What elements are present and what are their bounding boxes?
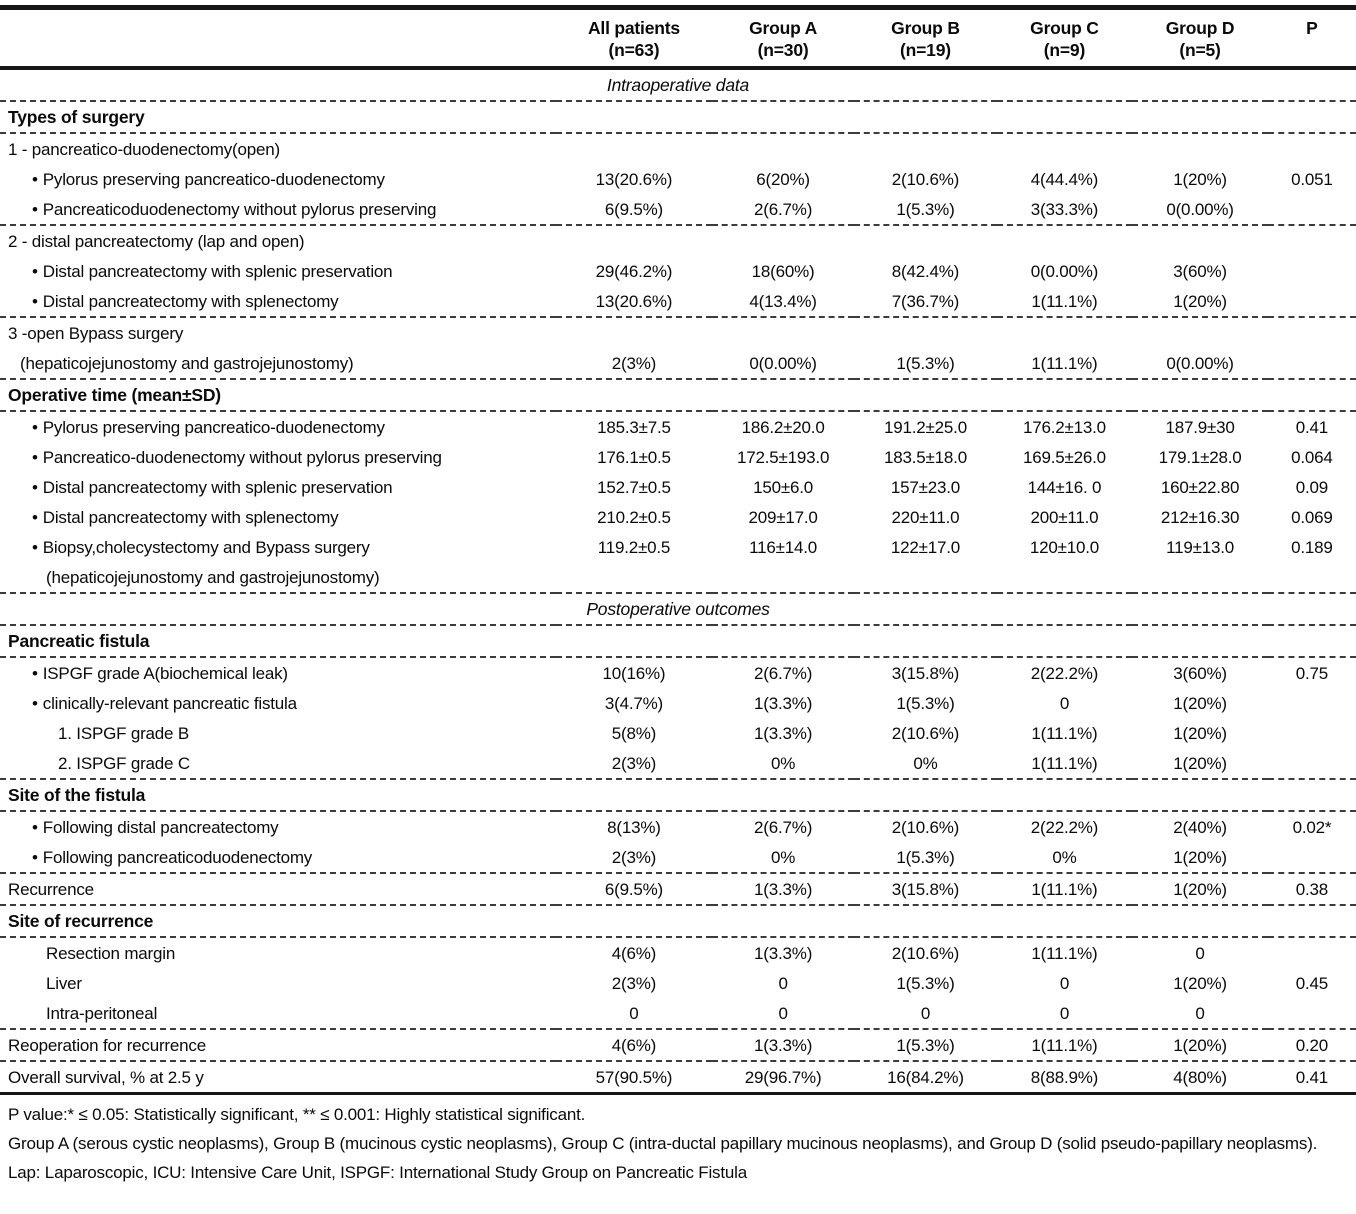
cell-value: 1(11.1%) bbox=[1031, 944, 1098, 963]
cell-value: 0% bbox=[712, 748, 854, 779]
cell-value: 0.20 bbox=[1268, 1029, 1356, 1061]
row-label: • Distal pancreatectomy with splenectomy bbox=[32, 508, 339, 527]
cell-value: 2(22.2%) bbox=[1030, 664, 1099, 683]
cell-value: 0.41 bbox=[1295, 418, 1329, 437]
cell-value: 185.3±7.5 bbox=[597, 418, 671, 437]
cell-value: 150±6.0 bbox=[753, 478, 814, 497]
table-row bbox=[0, 164, 1356, 194]
cell-value: 2(6.7%) bbox=[712, 194, 854, 225]
cell-value bbox=[556, 225, 712, 256]
cell-value: 176.1±0.5 bbox=[597, 448, 671, 467]
cell-value: 0.051 bbox=[1291, 170, 1333, 189]
cell-value: 144±16. 0 bbox=[1027, 478, 1102, 497]
cell-value: 1(11.1%) bbox=[997, 748, 1133, 779]
cell-value: 1(3.3%) bbox=[754, 944, 813, 963]
column-header bbox=[556, 8, 712, 69]
cell-value: 210.2±0.5 bbox=[597, 508, 671, 527]
cell-value bbox=[1268, 256, 1356, 286]
table-row bbox=[0, 811, 1356, 842]
cell-value: 0(0.00%) bbox=[1030, 262, 1099, 281]
column-header-line2: (n=30) bbox=[757, 40, 809, 60]
table-row bbox=[0, 133, 1356, 164]
phase-label-row bbox=[0, 593, 1356, 625]
cell-value bbox=[1268, 133, 1356, 164]
cell-value bbox=[1268, 317, 1356, 348]
row-label: • clinically-relevant pancreatic fistula bbox=[32, 694, 297, 713]
cell-value: 0.41 bbox=[1268, 1061, 1356, 1094]
row-label: • Distal pancreatectomy with splenectomy bbox=[0, 286, 556, 317]
table-row bbox=[0, 688, 1356, 718]
cell-value: 0 bbox=[712, 998, 854, 1029]
cell-value: 1(20%) bbox=[1132, 1029, 1268, 1061]
row-label: • Pancreaticoduodenectomy without pylorus preserving bbox=[0, 194, 556, 225]
cell-value: 1(11.1%) bbox=[997, 286, 1133, 317]
cell-value bbox=[854, 225, 996, 256]
column-header-line2: (n=19) bbox=[900, 40, 951, 60]
cell-value: 0(0.00%) bbox=[1132, 194, 1268, 225]
table-row bbox=[0, 968, 1356, 998]
cell-value: 1(20%) bbox=[1132, 286, 1268, 317]
footnote: P value:* ≤ 0.05: Statistically significant, ** ≤ 0.001: Highly statistical significant. bbox=[8, 1105, 586, 1124]
cell-value: 1(11.1%) bbox=[997, 348, 1133, 379]
row-label: • Distal pancreatectomy with splenic preservation bbox=[32, 262, 393, 281]
table-row bbox=[0, 873, 1356, 905]
row-label: Reoperation for recurrence bbox=[0, 1029, 556, 1061]
cell-value: 176.2±13.0 bbox=[1022, 418, 1106, 437]
column-header bbox=[712, 8, 854, 69]
cell-value: 29(96.7%) bbox=[712, 1061, 854, 1094]
cell-value: 2(3%) bbox=[556, 842, 712, 873]
cell-value: 29(46.2%) bbox=[595, 262, 673, 281]
row-label: Overall survival, % at 2.5 y bbox=[0, 1061, 556, 1094]
cell-value: 0.45 bbox=[1295, 974, 1329, 993]
cell-value bbox=[854, 133, 996, 164]
cell-value: 1(5.3%) bbox=[896, 974, 955, 993]
column-header-line2: (n=9) bbox=[1043, 40, 1086, 60]
row-label: 2 - distal pancreatectomy (lap and open) bbox=[8, 232, 305, 251]
cell-value: 3(4.7%) bbox=[604, 694, 663, 713]
cell-value: 0 bbox=[1059, 974, 1070, 993]
cell-value bbox=[1132, 225, 1268, 256]
column-header bbox=[997, 8, 1133, 69]
cell-value bbox=[1268, 286, 1356, 317]
cell-value: 3(60%) bbox=[1173, 664, 1227, 683]
cell-value: 1(5.3%) bbox=[854, 1029, 996, 1061]
row-label: • Biopsy,cholecystectomy and Bypass surgery bbox=[32, 538, 370, 557]
column-header-line1: Group B bbox=[891, 18, 960, 38]
cell-value bbox=[712, 133, 854, 164]
cell-value: 1(5.3%) bbox=[854, 348, 996, 379]
row-label: Intra-peritoneal bbox=[0, 998, 556, 1029]
cell-value: 6(9.5%) bbox=[556, 194, 712, 225]
cell-value bbox=[1268, 718, 1356, 748]
cell-value: 0.09 bbox=[1295, 478, 1329, 497]
cell-value: 0.189 bbox=[1291, 538, 1333, 557]
table-row bbox=[0, 348, 1356, 379]
cell-value: 0.064 bbox=[1291, 448, 1333, 467]
cell-value bbox=[712, 225, 854, 256]
row-label: • Following distal pancreatectomy bbox=[32, 818, 279, 837]
section-title: Pancreatic fistula bbox=[0, 625, 1356, 657]
bullet-icon: • bbox=[32, 478, 38, 497]
row-label: (hepaticojejunostomy and gastrojejunostomy) bbox=[0, 562, 556, 593]
cell-value: 57(90.5%) bbox=[556, 1061, 712, 1094]
cell-value: 0 bbox=[997, 998, 1133, 1029]
section-header-row bbox=[0, 379, 1356, 411]
cell-value: 2(10.6%) bbox=[891, 170, 960, 189]
cell-value: 8(13%) bbox=[607, 818, 661, 837]
cell-value: 2(6.7%) bbox=[754, 664, 813, 683]
cell-value: 1(11.1%) bbox=[997, 873, 1133, 905]
table-row bbox=[0, 472, 1356, 502]
bullet-icon: • bbox=[32, 262, 38, 281]
row-label: • Pancreatico-duodenectomy without pylorus preserving bbox=[32, 448, 442, 467]
table-row bbox=[0, 442, 1356, 472]
cell-value: 2(6.7%) bbox=[754, 818, 813, 837]
cell-value bbox=[556, 133, 712, 164]
cell-value: 120±10.0 bbox=[1029, 538, 1100, 557]
bullet-icon: • bbox=[32, 292, 38, 311]
cell-value bbox=[997, 225, 1133, 256]
column-header bbox=[1268, 8, 1356, 69]
bullet-icon: • bbox=[32, 694, 38, 713]
table-header-row bbox=[0, 8, 1356, 69]
row-label: • Pylorus preserving pancreatico-duodenectomy bbox=[32, 418, 385, 437]
cell-value: 7(36.7%) bbox=[854, 286, 996, 317]
table-row bbox=[0, 317, 1356, 348]
phase-label: Intraoperative data bbox=[0, 68, 1356, 101]
row-label: 1 - pancreatico-duodenectomy(open) bbox=[8, 140, 280, 159]
column-header-line1: Group A bbox=[749, 18, 818, 38]
cell-value: 16(84.2%) bbox=[854, 1061, 996, 1094]
bullet-icon: • bbox=[32, 664, 38, 683]
cell-value: 1(3.3%) bbox=[712, 873, 854, 905]
cell-value: 183.5±18.0 bbox=[883, 448, 967, 467]
cell-value: 0% bbox=[712, 842, 854, 873]
outcomes-table bbox=[0, 5, 1356, 1095]
cell-value: 2(40%) bbox=[1173, 818, 1227, 837]
table-row bbox=[0, 194, 1356, 225]
column-header-line1: Group C bbox=[1030, 18, 1099, 38]
column-header bbox=[854, 8, 996, 69]
phase-label: Postoperative outcomes bbox=[0, 593, 1356, 625]
cell-value: 172.5±193.0 bbox=[736, 448, 830, 467]
bullet-icon: • bbox=[32, 508, 38, 527]
table-row bbox=[0, 532, 1356, 562]
section-header-row bbox=[0, 625, 1356, 657]
cell-value: 0.069 bbox=[1291, 508, 1333, 527]
row-label: • Following pancreaticoduodenectomy bbox=[0, 842, 556, 873]
cell-value bbox=[1268, 194, 1356, 225]
cell-value: 1(3.3%) bbox=[754, 694, 813, 713]
row-label: Liver bbox=[46, 974, 82, 993]
cell-value: 4(80%) bbox=[1132, 1061, 1268, 1094]
cell-value bbox=[1268, 348, 1356, 379]
cell-value: 1(3.3%) bbox=[712, 1029, 854, 1061]
cell-value: 8(42.4%) bbox=[891, 262, 960, 281]
table-header bbox=[0, 8, 1356, 69]
cell-value bbox=[997, 562, 1133, 593]
column-header-line1: P bbox=[1306, 18, 1318, 38]
cell-value: 13(20.6%) bbox=[595, 170, 673, 189]
cell-value: 200±11.0 bbox=[1030, 508, 1099, 527]
cell-value bbox=[1132, 317, 1268, 348]
footnote: Group A (serous cystic neoplasms), Group B (mucinous cystic neoplasms), Group C (intra-ductal papillary mucinous neoplasms), and Group D (solid pseudo-papillary neoplasms). bbox=[8, 1134, 1318, 1153]
row-label: • ISPGF grade A(biochemical leak) bbox=[32, 664, 288, 683]
table-row bbox=[0, 1061, 1356, 1094]
cell-value: 10(16%) bbox=[602, 664, 666, 683]
cell-value: 1(3.3%) bbox=[754, 724, 813, 743]
cell-value bbox=[1268, 937, 1356, 968]
cell-value: 0% bbox=[997, 842, 1133, 873]
cell-value: 0.38 bbox=[1268, 873, 1356, 905]
cell-value bbox=[1268, 225, 1356, 256]
cell-value: 122±17.0 bbox=[890, 538, 961, 557]
cell-value bbox=[556, 317, 712, 348]
table-row bbox=[0, 718, 1356, 748]
header-label-cell bbox=[0, 8, 556, 69]
cell-value: 119±13.0 bbox=[1166, 538, 1234, 557]
cell-value: 0 bbox=[1132, 998, 1268, 1029]
cell-value: 1(20%) bbox=[1132, 748, 1268, 779]
column-header bbox=[1132, 8, 1268, 69]
row-label: 1. ISPGF grade B bbox=[58, 724, 189, 743]
bullet-icon: • bbox=[32, 448, 38, 467]
table-row bbox=[0, 411, 1356, 442]
cell-value: 1(20%) bbox=[1132, 842, 1268, 873]
bullet-icon: • bbox=[32, 848, 38, 867]
section-title: Operative time (mean±SD) bbox=[0, 379, 1356, 411]
cell-value: 4(13.4%) bbox=[712, 286, 854, 317]
cell-value: 4(6%) bbox=[556, 1029, 712, 1061]
row-label: (hepaticojejunostomy and gastrojejunostomy) bbox=[0, 348, 556, 379]
cell-value: 0(0.00%) bbox=[712, 348, 854, 379]
cell-value: 212±16.30 bbox=[1160, 508, 1240, 527]
column-header-line1: All patients bbox=[587, 18, 680, 38]
footnote: Lap: Laparoscopic, ICU: Intensive Care Unit, ISPGF: International Study Group on Pancreatic Fistula bbox=[8, 1163, 747, 1182]
cell-value bbox=[712, 317, 854, 348]
bullet-icon: • bbox=[32, 418, 38, 437]
cell-value: 1(5.3%) bbox=[854, 194, 996, 225]
cell-value: 6(9.5%) bbox=[556, 873, 712, 905]
row-label: Resection margin bbox=[46, 944, 176, 963]
cell-value: 1(11.1%) bbox=[997, 1029, 1133, 1061]
cell-value: 220±11.0 bbox=[891, 508, 960, 527]
cell-value: 18(60%) bbox=[751, 262, 815, 281]
table-body bbox=[0, 68, 1356, 1094]
bullet-icon: • bbox=[32, 818, 38, 837]
cell-value: 2(10.6%) bbox=[891, 944, 960, 963]
cell-value bbox=[1268, 562, 1356, 593]
cell-value: 4(6%) bbox=[611, 944, 657, 963]
cell-value: 179.1±28.0 bbox=[1158, 448, 1242, 467]
cell-value: 0 bbox=[778, 974, 788, 993]
row-label: Recurrence bbox=[0, 873, 556, 905]
cell-value: 2(3%) bbox=[556, 748, 712, 779]
cell-value: 6(20%) bbox=[756, 170, 810, 189]
bullet-icon: • bbox=[32, 200, 38, 219]
cell-value bbox=[854, 317, 996, 348]
table-row bbox=[0, 562, 1356, 593]
section-title: Site of the fistula bbox=[0, 779, 1356, 811]
cell-value: 2(10.6%) bbox=[891, 818, 960, 837]
table-row bbox=[0, 657, 1356, 688]
cell-value: 2(22.2%) bbox=[1030, 818, 1099, 837]
cell-value: 0(0.00%) bbox=[1132, 348, 1268, 379]
table-row bbox=[0, 748, 1356, 779]
section-header-row bbox=[0, 905, 1356, 937]
cell-value: 0.75 bbox=[1295, 664, 1329, 683]
cell-value: 1(20%) bbox=[1173, 974, 1227, 993]
table-row bbox=[0, 256, 1356, 286]
cell-value: 169.5±26.0 bbox=[1022, 448, 1106, 467]
cell-value bbox=[997, 133, 1133, 164]
cell-value bbox=[556, 562, 712, 593]
column-header-line1: Group D bbox=[1165, 18, 1235, 38]
cell-value: 2(3%) bbox=[556, 348, 712, 379]
cell-value: 2(3%) bbox=[611, 974, 657, 993]
cell-value: 4(44.4%) bbox=[1030, 170, 1099, 189]
table-row bbox=[0, 1029, 1356, 1061]
cell-value bbox=[1268, 842, 1356, 873]
cell-value: 187.9±30 bbox=[1165, 418, 1235, 437]
row-label: • Pylorus preserving pancreatico-duodenectomy bbox=[32, 170, 385, 189]
cell-value: 2(10.6%) bbox=[891, 724, 960, 743]
cell-value: 0% bbox=[854, 748, 996, 779]
cell-value: 209±17.0 bbox=[748, 508, 818, 527]
cell-value: 0 bbox=[854, 998, 996, 1029]
cell-value: 191.2±25.0 bbox=[883, 418, 967, 437]
section-title: Site of recurrence bbox=[0, 905, 1356, 937]
cell-value: 1(20%) bbox=[1132, 873, 1268, 905]
cell-value: 0 bbox=[1195, 944, 1205, 963]
cell-value bbox=[1268, 748, 1356, 779]
cell-value: 0 bbox=[1059, 694, 1070, 713]
cell-value: 8(88.9%) bbox=[997, 1061, 1133, 1094]
cell-value: 13(20.6%) bbox=[556, 286, 712, 317]
cell-value: 3(33.3%) bbox=[997, 194, 1133, 225]
cell-value bbox=[1268, 688, 1356, 718]
cell-value: 1(5.3%) bbox=[896, 694, 955, 713]
table-row bbox=[0, 937, 1356, 968]
cell-value bbox=[1132, 562, 1268, 593]
cell-value: 0.02* bbox=[1292, 818, 1332, 837]
column-header-line2: (n=63) bbox=[608, 40, 660, 60]
cell-value: 1(11.1%) bbox=[1031, 724, 1098, 743]
table-row bbox=[0, 225, 1356, 256]
row-label: 3 -open Bypass surgery bbox=[8, 324, 184, 343]
cell-value: 3(15.8%) bbox=[854, 873, 996, 905]
table-footnotes bbox=[0, 1095, 1356, 1199]
cell-value: 0 bbox=[556, 998, 712, 1029]
cell-value: 3(15.8%) bbox=[891, 664, 960, 683]
cell-value: 152.7±0.5 bbox=[597, 478, 671, 497]
bullet-icon: • bbox=[32, 170, 38, 189]
cell-value: 1(20%) bbox=[1173, 170, 1227, 189]
table-row bbox=[0, 842, 1356, 873]
cell-value bbox=[854, 562, 996, 593]
section-title: Types of surgery bbox=[0, 101, 1356, 133]
cell-value: 1(20%) bbox=[1173, 694, 1227, 713]
row-label: • Distal pancreatectomy with splenic preservation bbox=[32, 478, 393, 497]
cell-value: 3(60%) bbox=[1173, 262, 1227, 281]
cell-value: 186.2±20.0 bbox=[741, 418, 825, 437]
cell-value: 5(8%) bbox=[611, 724, 657, 743]
cell-value bbox=[1268, 998, 1356, 1029]
cell-value: 157±23.0 bbox=[890, 478, 961, 497]
row-label: 2. ISPGF grade C bbox=[0, 748, 556, 779]
table-row bbox=[0, 502, 1356, 532]
column-header-line2: (n=5) bbox=[1179, 40, 1221, 60]
cell-value bbox=[997, 317, 1133, 348]
phase-label-row bbox=[0, 68, 1356, 101]
cell-value bbox=[1132, 133, 1268, 164]
table-row bbox=[0, 998, 1356, 1029]
cell-value: 116±14.0 bbox=[749, 538, 818, 557]
section-header-row bbox=[0, 101, 1356, 133]
cell-value: 1(20%) bbox=[1173, 724, 1227, 743]
table-row bbox=[0, 286, 1356, 317]
cell-value bbox=[712, 562, 854, 593]
section-header-row bbox=[0, 779, 1356, 811]
cell-value: 119.2±0.5 bbox=[597, 538, 671, 557]
bullet-icon: • bbox=[32, 538, 38, 557]
cell-value: 1(5.3%) bbox=[854, 842, 996, 873]
cell-value: 160±22.80 bbox=[1160, 478, 1240, 497]
